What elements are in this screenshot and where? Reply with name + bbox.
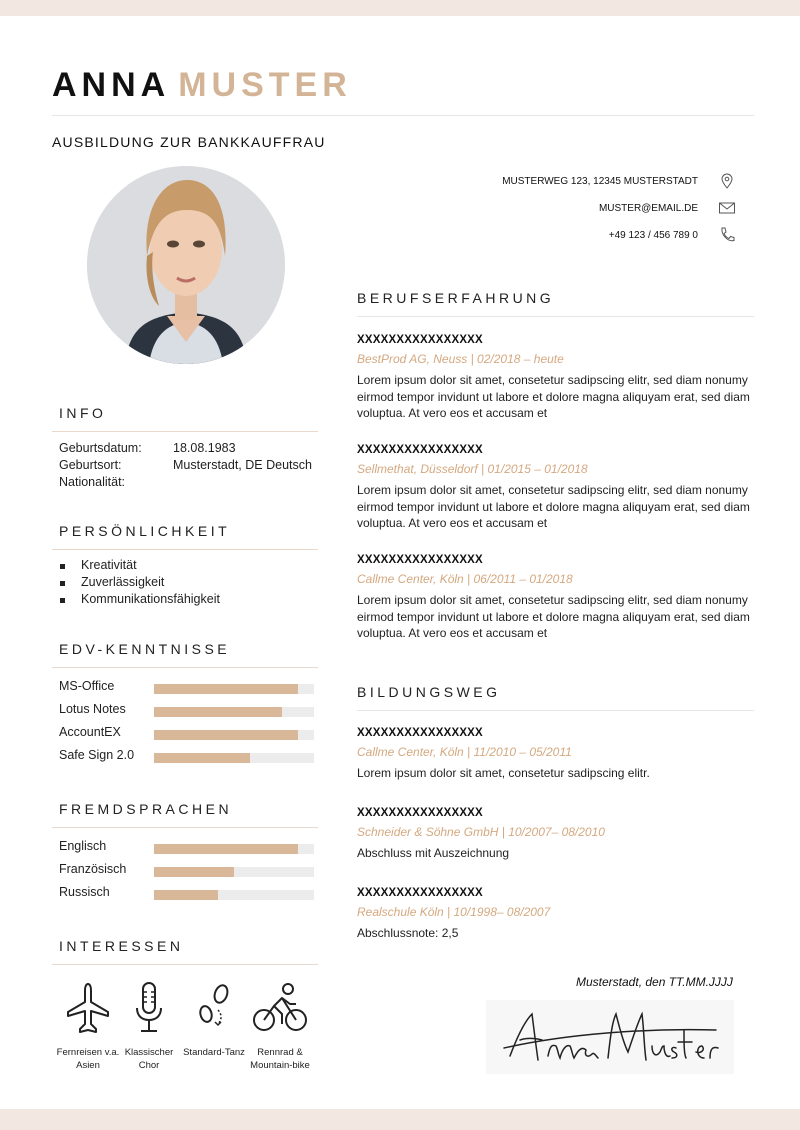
top-decor-band <box>0 0 800 16</box>
list-item: Kommunikationsfähigkeit <box>60 591 220 608</box>
dance-steps-icon <box>190 980 238 1036</box>
info-divider <box>52 431 318 432</box>
interest-label: Rennrad & Mountain-bike <box>250 1047 310 1071</box>
entry-meta: Schneider & Söhne GmbH | 10/2007– 08/2010 <box>357 825 605 839</box>
education-entry <box>357 887 757 942</box>
interest-cycling <box>245 980 315 1072</box>
education-heading: BILDUNGSWEG <box>357 684 501 700</box>
skill-label: AccountEX <box>59 725 121 739</box>
entry-title: XXXXXXXXXXXXXXXX <box>357 727 483 739</box>
first-name: ANNA <box>52 66 171 104</box>
entry-meta: Sellmethat, Düsseldorf | 01/2015 – 01/2018 <box>357 462 588 476</box>
envelope-icon <box>718 199 736 217</box>
interest-label: Fernreisen v.a. Asien <box>56 1047 120 1071</box>
location-pin-icon <box>718 172 736 190</box>
skill-label: Safe Sign 2.0 <box>59 748 135 762</box>
languages-skill-row <box>59 862 315 880</box>
info-heading: INFO <box>59 405 107 421</box>
skill-label: Französisch <box>59 862 127 876</box>
list-item: Kreativität <box>60 557 220 574</box>
contact-phone[interactable] <box>609 226 736 244</box>
cyclist-icon <box>252 980 308 1036</box>
skill-bar-track <box>154 844 314 854</box>
interest-label: Klassischer Chor <box>124 1047 174 1071</box>
skill-bar-fill <box>154 753 250 763</box>
interests-divider <box>52 964 318 965</box>
interest-dance <box>179 980 249 1059</box>
interests-heading: INTERESSEN <box>59 938 184 954</box>
skill-bar-fill <box>154 867 234 877</box>
email-text[interactable]: MUSTER@EMAIL.DE <box>598 202 698 214</box>
airplane-icon <box>64 980 112 1036</box>
entry-description: Abschluss mit Auszeichnung <box>357 846 510 860</box>
skill-bar-fill <box>154 707 282 717</box>
skill-bar-fill <box>154 890 218 900</box>
skill-label: Englisch <box>59 839 107 853</box>
entry-meta: Callme Center, Köln | 11/2010 – 05/2011 <box>357 745 572 759</box>
entry-meta: BestProd AG, Neuss | 02/2018 – heute <box>357 352 564 366</box>
edv-divider <box>52 667 318 668</box>
candidate-name <box>52 66 352 105</box>
entry-description: Lorem ipsum dolor sit amet, consetetur sadipscing elitr. <box>357 766 650 780</box>
entry-title: XXXXXXXXXXXXXXXX <box>357 444 483 456</box>
personality-divider <box>52 549 318 550</box>
skill-bar-track <box>154 707 314 717</box>
header-divider <box>52 115 754 116</box>
experience-divider <box>357 316 754 317</box>
edv-skill-row <box>59 702 315 720</box>
skill-bar-track <box>154 753 314 763</box>
skill-bar-track <box>154 684 314 694</box>
education-divider <box>357 710 754 711</box>
entry-description: Lorem ipsum dolor sit amet, consetetur sadipscing elitr, sed diam nonumy eirmod tempor invidunt ut labore et dolore magna aliquyam erat, sed diam voluptua. At vero eos et accusam et <box>357 593 750 641</box>
personality-list <box>60 557 220 608</box>
contact-email[interactable] <box>599 199 736 217</box>
skill-label: Lotus Notes <box>59 702 126 716</box>
experience-heading: BERUFSERFAHRUNG <box>357 290 555 306</box>
info-value-birthdate: 18.08.1983 <box>173 441 236 455</box>
last-name: MUSTER <box>178 66 352 104</box>
skill-bar-fill <box>154 730 298 740</box>
experience-entry <box>357 444 757 532</box>
languages-heading: FREMDSPRACHEN <box>59 801 233 817</box>
interest-choir <box>114 980 184 1072</box>
address-text: MUSTERWEG 123, 12345 MUSTERSTADT <box>502 175 698 187</box>
education-entry <box>357 807 757 862</box>
info-value-birthplace: Musterstadt, DE Deutsch <box>173 458 312 472</box>
entry-title: XXXXXXXXXXXXXXXX <box>357 554 483 566</box>
skill-label: MS-Office <box>59 679 115 693</box>
languages-skill-row <box>59 885 315 903</box>
phone-icon <box>718 226 736 244</box>
education-entry <box>357 727 757 782</box>
interest-label: Standard-Tanz <box>183 1047 245 1058</box>
skill-label: Russisch <box>59 885 110 899</box>
entry-meta: Callme Center, Köln | 06/2011 – 01/2018 <box>357 572 573 586</box>
entry-description: Lorem ipsum dolor sit amet, consetetur sadipscing elitr, sed diam nonumy eirmod tempor invidunt ut labore et dolore magna aliquyam erat, sed diam voluptua. At vero eos et accusam et <box>357 373 750 421</box>
skill-bar-track <box>154 730 314 740</box>
personality-heading: PERSÖNLICHKEIT <box>59 523 231 539</box>
microphone-icon <box>125 980 173 1036</box>
edv-skill-row <box>59 748 315 766</box>
entry-title: XXXXXXXXXXXXXXXX <box>357 807 483 819</box>
contact-address <box>502 172 736 190</box>
bottom-decor-band <box>0 1109 800 1130</box>
job-title: AUSBILDUNG ZUR BANKKAUFFRAU <box>52 134 326 150</box>
entry-description: Lorem ipsum dolor sit amet, consetetur sadipscing elitr, sed diam nonumy eirmod tempor invidunt ut labore et dolore magna aliquyam erat, sed diam voluptua. At vero eos et accusam et <box>357 483 750 531</box>
entry-meta: Realschule Köln | 10/1998– 08/2007 <box>357 905 551 919</box>
languages-skill-row <box>59 839 315 857</box>
edv-skill-row <box>59 725 315 743</box>
skill-bar-track <box>154 867 314 877</box>
place-date: Musterstadt, den TT.MM.JJJJ <box>576 975 733 989</box>
languages-divider <box>52 827 318 828</box>
list-item: Zuverlässigkeit <box>60 574 220 591</box>
experience-entry <box>357 334 757 422</box>
entry-title: XXXXXXXXXXXXXXXX <box>357 887 483 899</box>
entry-description: Abschlussnote: 2,5 <box>357 926 459 940</box>
profile-photo <box>87 166 285 364</box>
interest-travel <box>53 980 123 1072</box>
skill-bar-fill <box>154 684 298 694</box>
info-label-nationality: Nationalität: <box>59 475 126 489</box>
edv-heading: EDV-KENNTNISSE <box>59 641 231 657</box>
handwritten-signature <box>486 1000 734 1074</box>
edv-skill-row <box>59 679 315 697</box>
info-label-birthdate: Geburtsdatum: <box>59 441 142 455</box>
entry-title: XXXXXXXXXXXXXXXX <box>357 334 483 346</box>
skill-bar-fill <box>154 844 298 854</box>
info-label-birthplace: Geburtsort: <box>59 458 122 472</box>
phone-text[interactable]: +49 123 / 456 789 0 <box>608 229 698 241</box>
experience-entry <box>357 554 757 642</box>
skill-bar-track <box>154 890 314 900</box>
